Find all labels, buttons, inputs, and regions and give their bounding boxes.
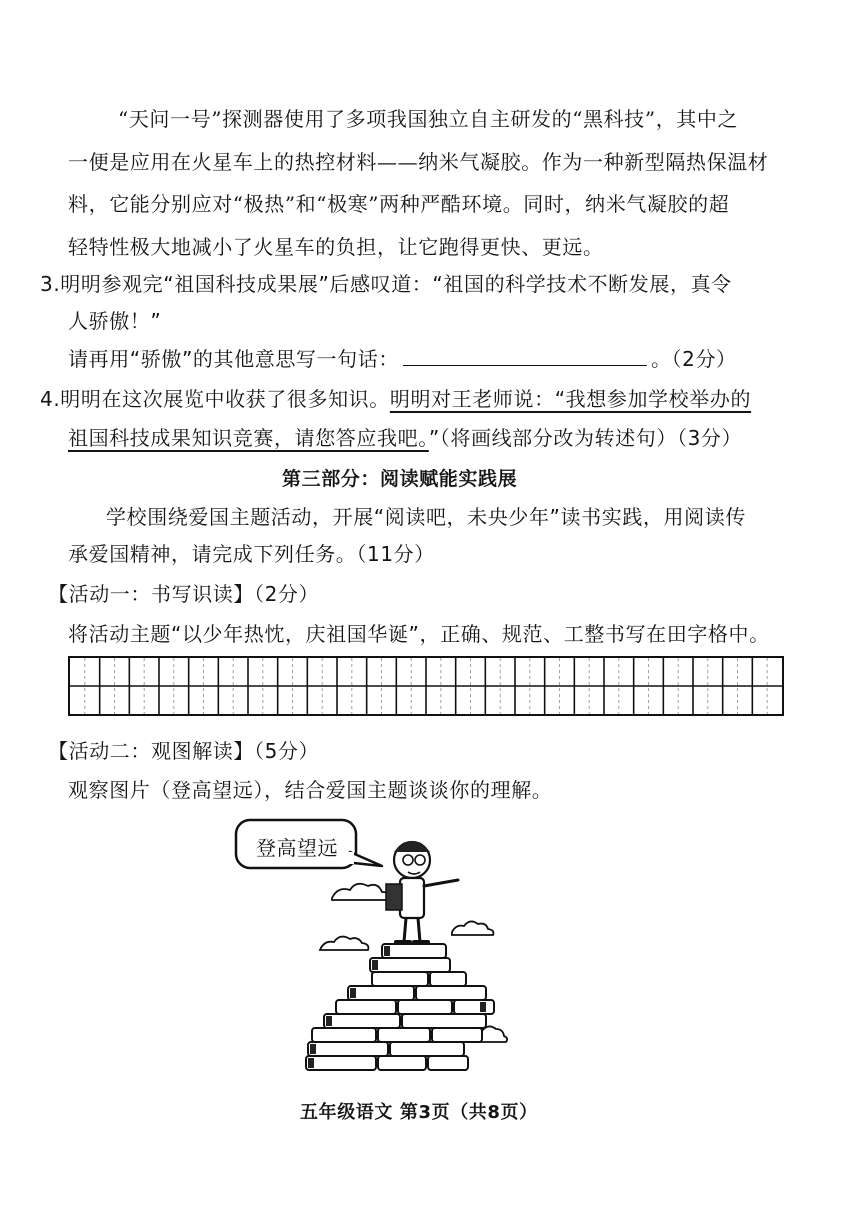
page-footer: 五年级语文 第3页（共8页）	[300, 1102, 538, 1123]
activity-2-title: 【活动二：观图解读】（5分）	[48, 739, 320, 763]
question-3-score: 。（2分）	[650, 347, 737, 371]
question-4-prefix: 4.明明在这次展览中收获了很多知识。	[40, 387, 390, 411]
part-3-title: 第三部分：阅读赋能实践展	[282, 468, 518, 490]
cloud-icon	[320, 937, 368, 950]
question-3-line-2: 人骄傲！”	[68, 309, 162, 333]
answer-blank[interactable]	[403, 345, 647, 366]
illustration-climbing-books	[232, 812, 512, 1080]
question-3-prompt: 请再用“骄傲”的其他意思写一句话：	[68, 347, 399, 371]
question-4-suffix: ”（将画线部分改为转述句）（3分）	[428, 426, 743, 450]
question-3-line-1: 3.明明参观完“祖国科技成果展”后感叹道：“祖国的科学技术不断发展，真令	[40, 272, 732, 296]
part-3-intro-line-1: 学校围绕爱国主题活动，开展“阅读吧，未央少年”读书实践，用阅读传	[106, 505, 746, 529]
activity-1-title: 【活动一：书写识读】（2分）	[48, 582, 320, 606]
part-3-intro-line-2: 承爱国精神，请完成下列任务。（11分）	[68, 542, 435, 566]
writing-grid[interactable]	[68, 656, 784, 716]
cloud-icon	[452, 921, 493, 935]
question-4-line-2	[68, 424, 742, 452]
book-stack	[306, 944, 494, 1070]
speech-bubble-text: 登高望远	[256, 836, 338, 860]
question-3-prompt-row	[68, 345, 737, 373]
question-4-line-1	[40, 385, 751, 413]
passage-line: 轻特性极大地减小了火星车的负担，让它跑得更快、更远。	[68, 235, 604, 259]
tianzige-grid	[70, 658, 782, 714]
passage-line: “天问一号”探测器使用了多项我国独立自主研发的“黑科技”，其中之	[118, 107, 739, 131]
boy-figure	[386, 841, 458, 942]
passage-line: 料，它能分别应对“极热”和“极寒”两种严酷环境。同时，纳米气凝胶的超	[68, 192, 730, 216]
activity-2-instruction: 观察图片（登高望远），结合爱国主题谈谈你的理解。	[68, 778, 553, 802]
underlined-sentence-part-1: 明明对王老师说：“我想参加学校举办的	[389, 387, 752, 411]
activity-1-instruction: 将活动主题“以少年热忱，庆祖国华诞”，正确、规范、工整书写在田字格中。	[68, 622, 770, 646]
passage-line: 一便是应用在火星车上的热控材料——纳米气凝胶。作为一种新型隔热保温材	[68, 150, 769, 174]
underlined-sentence-part-2: 祖国科技成果知识竞赛，请您答应我吧。	[68, 426, 429, 450]
cloud-icon	[332, 884, 390, 900]
